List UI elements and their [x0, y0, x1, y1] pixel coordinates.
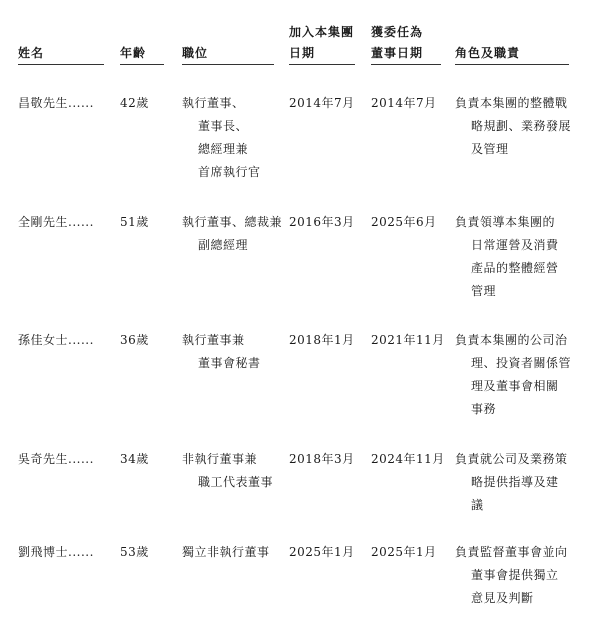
header-rule	[18, 64, 104, 65]
header-appoint-date: 獲委任為 董事日期	[371, 25, 424, 60]
director-name: 全剛先生......	[18, 215, 94, 229]
director-role: 負責本集團的公司治 理、投資者關係管 理及董事會相關 事務	[455, 333, 572, 416]
director-age: 53歲	[120, 545, 149, 559]
join-date: 2025年1月	[289, 545, 355, 559]
join-date: 2016年3月	[289, 215, 355, 229]
header-rule	[455, 64, 569, 65]
director-position: 非執行董事兼 職工代表董事	[182, 452, 274, 489]
appoint-date: 2024年11月	[371, 452, 445, 466]
director-role: 負責領導本集團的 日常運營及消費 產品的整體經營 管理	[455, 215, 559, 298]
header-position: 職位	[182, 46, 209, 60]
director-position: 執行董事兼 董事會秘書	[182, 333, 261, 370]
director-position: 獨立非執行董事	[182, 545, 270, 559]
header-name: 姓名	[18, 46, 45, 60]
appoint-date: 2014年7月	[371, 96, 437, 110]
director-age: 51歲	[120, 215, 149, 229]
appoint-date: 2021年11月	[371, 333, 445, 347]
director-position: 執行董事、總裁兼 副總經理	[182, 215, 283, 252]
join-date: 2014年7月	[289, 96, 355, 110]
director-age: 36歲	[120, 333, 149, 347]
appoint-date: 2025年6月	[371, 215, 437, 229]
join-date: 2018年3月	[289, 452, 355, 466]
header-rule	[120, 64, 164, 65]
header-rule	[289, 64, 355, 65]
appoint-date: 2025年1月	[371, 545, 437, 559]
header-join-date: 加入本集團 日期	[289, 25, 355, 60]
header-rule	[182, 64, 274, 65]
director-age: 34歲	[120, 452, 149, 466]
director-role: 負責本集團的整體戰 略規劃、業務發展 及管理	[455, 96, 572, 156]
director-name: 昌敬先生......	[18, 96, 94, 110]
director-age: 42歲	[120, 96, 149, 110]
join-date: 2018年1月	[289, 333, 355, 347]
header-role: 角色及職責	[455, 46, 521, 60]
director-role: 負責就公司及業務策 略提供指導及建 議	[455, 452, 568, 512]
director-role: 負責監督董事會並向 董事會提供獨立 意見及判斷	[455, 545, 568, 605]
header-rule	[371, 64, 441, 65]
director-name: 吳奇先生......	[18, 452, 94, 466]
director-name: 劉飛博士......	[18, 545, 94, 559]
director-name: 孫佳女士......	[18, 333, 94, 347]
header-age: 年齡	[120, 46, 147, 60]
director-position: 執行董事、 董事長、 總經理兼 首席執行官	[182, 96, 261, 179]
